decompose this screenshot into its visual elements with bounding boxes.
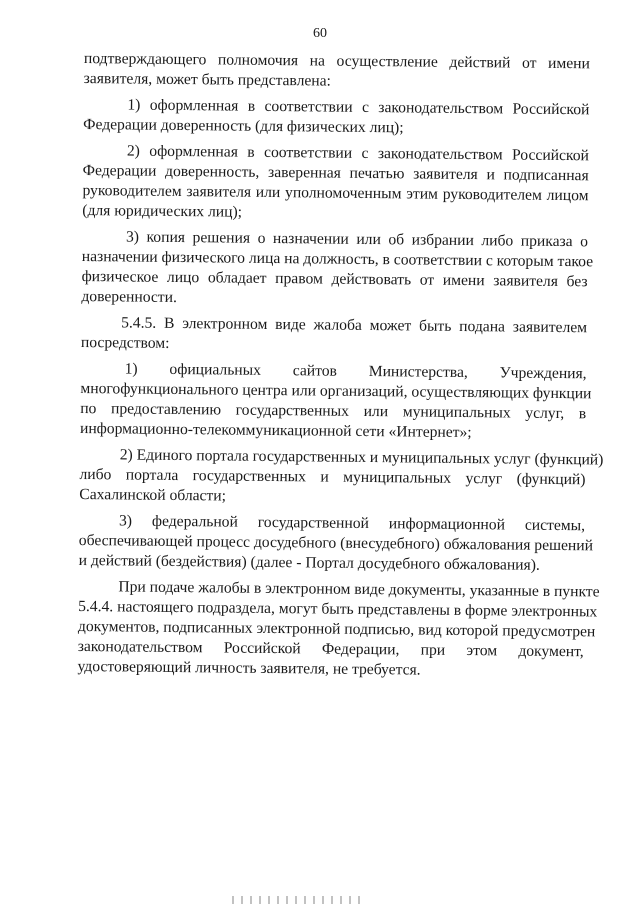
text-line: 2) Единого портала государственных и муниципальных услуг (функций) (119, 446, 604, 469)
text-line: При подаче жалобы в электронном виде документы, указанные в пункте (118, 578, 600, 601)
text-line: физическое лицо обладает правом действовать от имени заявителя без (81, 267, 588, 291)
page-number: 60 (313, 26, 327, 41)
text-line: Федерации доверенность, заверенная печатью заявителя и подписанная (82, 161, 589, 185)
text-line: (для юридических лиц); (82, 201, 243, 221)
text-line: 5.4.5. В электронном виде жалоба может быть подана заявителем (121, 314, 588, 337)
text-line: 1) официальных сайтов Министерства, Учреждения, (124, 360, 587, 383)
text-line: либо портала государственных и муниципальных услуг (функций) (79, 465, 586, 489)
text-line: руководителем заявителя или уполномоченным этим руководителем лицом (82, 181, 589, 205)
text-line: удостоверяющий личность заявителя, не требуется. (77, 657, 421, 679)
text-line: документов, подписанных электронной подписью, вид которой предусмотрен (77, 617, 596, 641)
scan-artifact (232, 896, 362, 904)
text-line: подтверждающего полномочия на осуществление действий от имени (83, 49, 590, 73)
text-line: 5.4.4. настоящего подраздела, могут быть представлены в форме электронных (78, 597, 598, 621)
text-line: 1) оформленная в соответствии с законодательством Российской (127, 96, 590, 119)
text-line: посредством: (80, 333, 170, 352)
document-body (77, 49, 604, 682)
text-line: и действий (бездействия) (далее - Портал досудебного обжалования). (78, 551, 540, 574)
text-line: по предоставлению государственных или муниципальных услуг, в (80, 399, 587, 423)
text-line: законодательством Российской Федерации, при этом документ, (77, 637, 584, 661)
text-line: Федерации доверенность (для физических лиц); (83, 115, 404, 137)
text-line: 3) федеральной государственной информационной системы, (118, 512, 586, 535)
text-line: 2) оформленная в соответствии с законодательством Российской (126, 142, 589, 165)
text-line: информационно-телекоммуникационной сети «Интернет»; (79, 419, 472, 442)
text-line: заявителя, может быть представлена: (83, 69, 332, 90)
text-line: назначении физического лица на должность, в соответствии с которым такое (81, 247, 594, 271)
text-line: обеспечивающей процесс досудебного (внесудебного) обжалования решений (78, 531, 594, 555)
text-line: 3) копия решения о назначении или об избрании либо приказа о (125, 228, 589, 251)
text-line: доверенности. (81, 287, 177, 306)
text-line: Сахалинской области; (79, 485, 227, 505)
text-line: многофункционального центра или организаций, осуществляющих функции (80, 379, 592, 403)
